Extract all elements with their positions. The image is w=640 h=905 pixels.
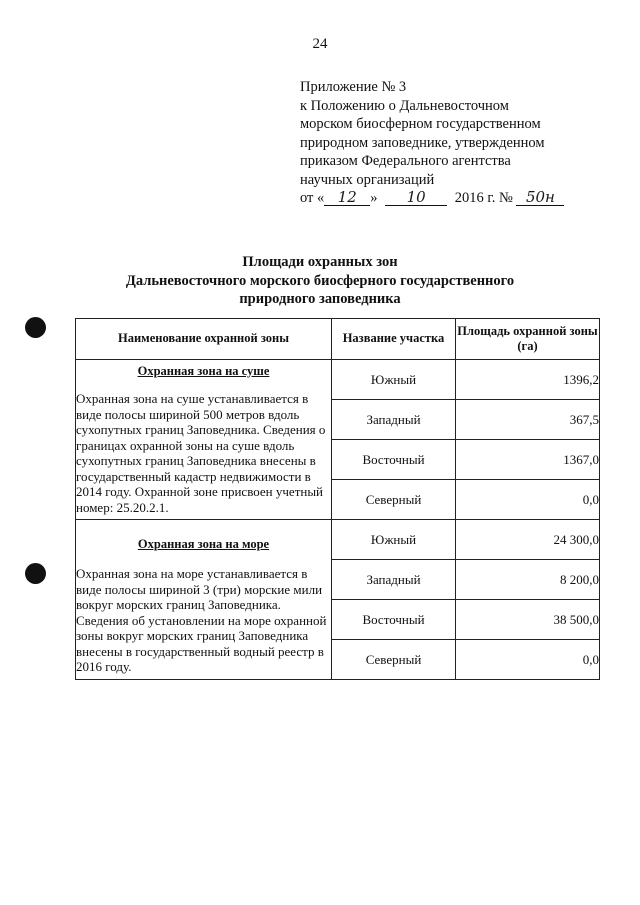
sea-zone-cell [76,520,332,680]
date-prefix: от « [300,190,325,206]
punch-hole-mark [25,317,46,338]
plot-area: 367,5 [456,400,600,440]
appendix-line: Приложение № 3 [300,79,407,95]
plot-name: Северный [332,480,456,520]
page-number: 24 [312,36,328,52]
punch-hole-mark [25,563,46,584]
title-line: Дальневосточного морского биосферного государственного [125,272,515,289]
date-mid: » [370,190,378,206]
header-area: Площадь охранной зоны (га) [456,319,600,360]
year-text: 2016 г. № [454,190,513,206]
handwritten-day: 12 [324,189,370,206]
land-zone-cell [76,360,332,520]
plot-area: 24 300,0 [456,520,600,560]
appendix-line: приказом Федерального агентства [300,153,511,169]
appendix-block [300,78,600,208]
plot-name: Восточный [332,440,456,480]
sea-zone-description: Охранная зона на море устанавливается в виде полосы шириной 3 (три) морские мили вокруг морских границ Заповедника. Сведения об установлении на море охранной зоны вокруг морских границ Заповедника внесены в государственный водный реестр в 2016 году. [76,566,327,674]
title-line: Площади охранных зон [242,254,398,270]
plot-area: 8 200,0 [456,560,600,600]
appendix-line: к Положению о Дальневосточном [300,97,509,114]
handwritten-month: 10 [385,189,447,206]
plot-name: Южный [332,520,456,560]
appendix-line: природном заповеднике, утвержденном [300,134,545,151]
document-title [80,253,560,309]
appendix-line: морском биосферном государственном [300,116,541,132]
plot-name: Восточный [332,600,456,640]
table-row [76,360,600,400]
land-zone-heading: Охранная зона на суше [137,363,270,378]
plot-area: 0,0 [456,640,600,680]
table-header-row [76,319,600,360]
plot-area: 1396,2 [456,360,600,400]
plot-name: Северный [332,640,456,680]
sea-zone-heading: Охранная зона на море [137,536,270,551]
order-date-line [300,189,600,208]
protected-zones-table [75,318,600,680]
appendix-line: научных организаций [300,171,435,188]
header-plot-name: Название участка [332,319,456,360]
table-row [76,520,600,560]
plot-name: Южный [332,360,456,400]
plot-area: 38 500,0 [456,600,600,640]
plot-area: 0,0 [456,480,600,520]
land-zone-description: Охранная зона на суше устанавливается в виде полосы шириной 500 метров вдоль сухопутных границ Заповедника. Сведения о границах охранной зоны на суше вдоль сухопутных границ Заповедника внесены в государственный кадастр недвижимости в 2014 году. Охранной зоне присвоен учетный номер: 25.20.2.1. [76,391,326,515]
handwritten-order-number: 50н [516,189,564,206]
header-zone-name: Наименование охранной зоны [76,319,332,360]
plot-name: Западный [332,400,456,440]
title-line: природного заповедника [239,291,401,307]
plot-name: Западный [332,560,456,600]
plot-area: 1367,0 [456,440,600,480]
